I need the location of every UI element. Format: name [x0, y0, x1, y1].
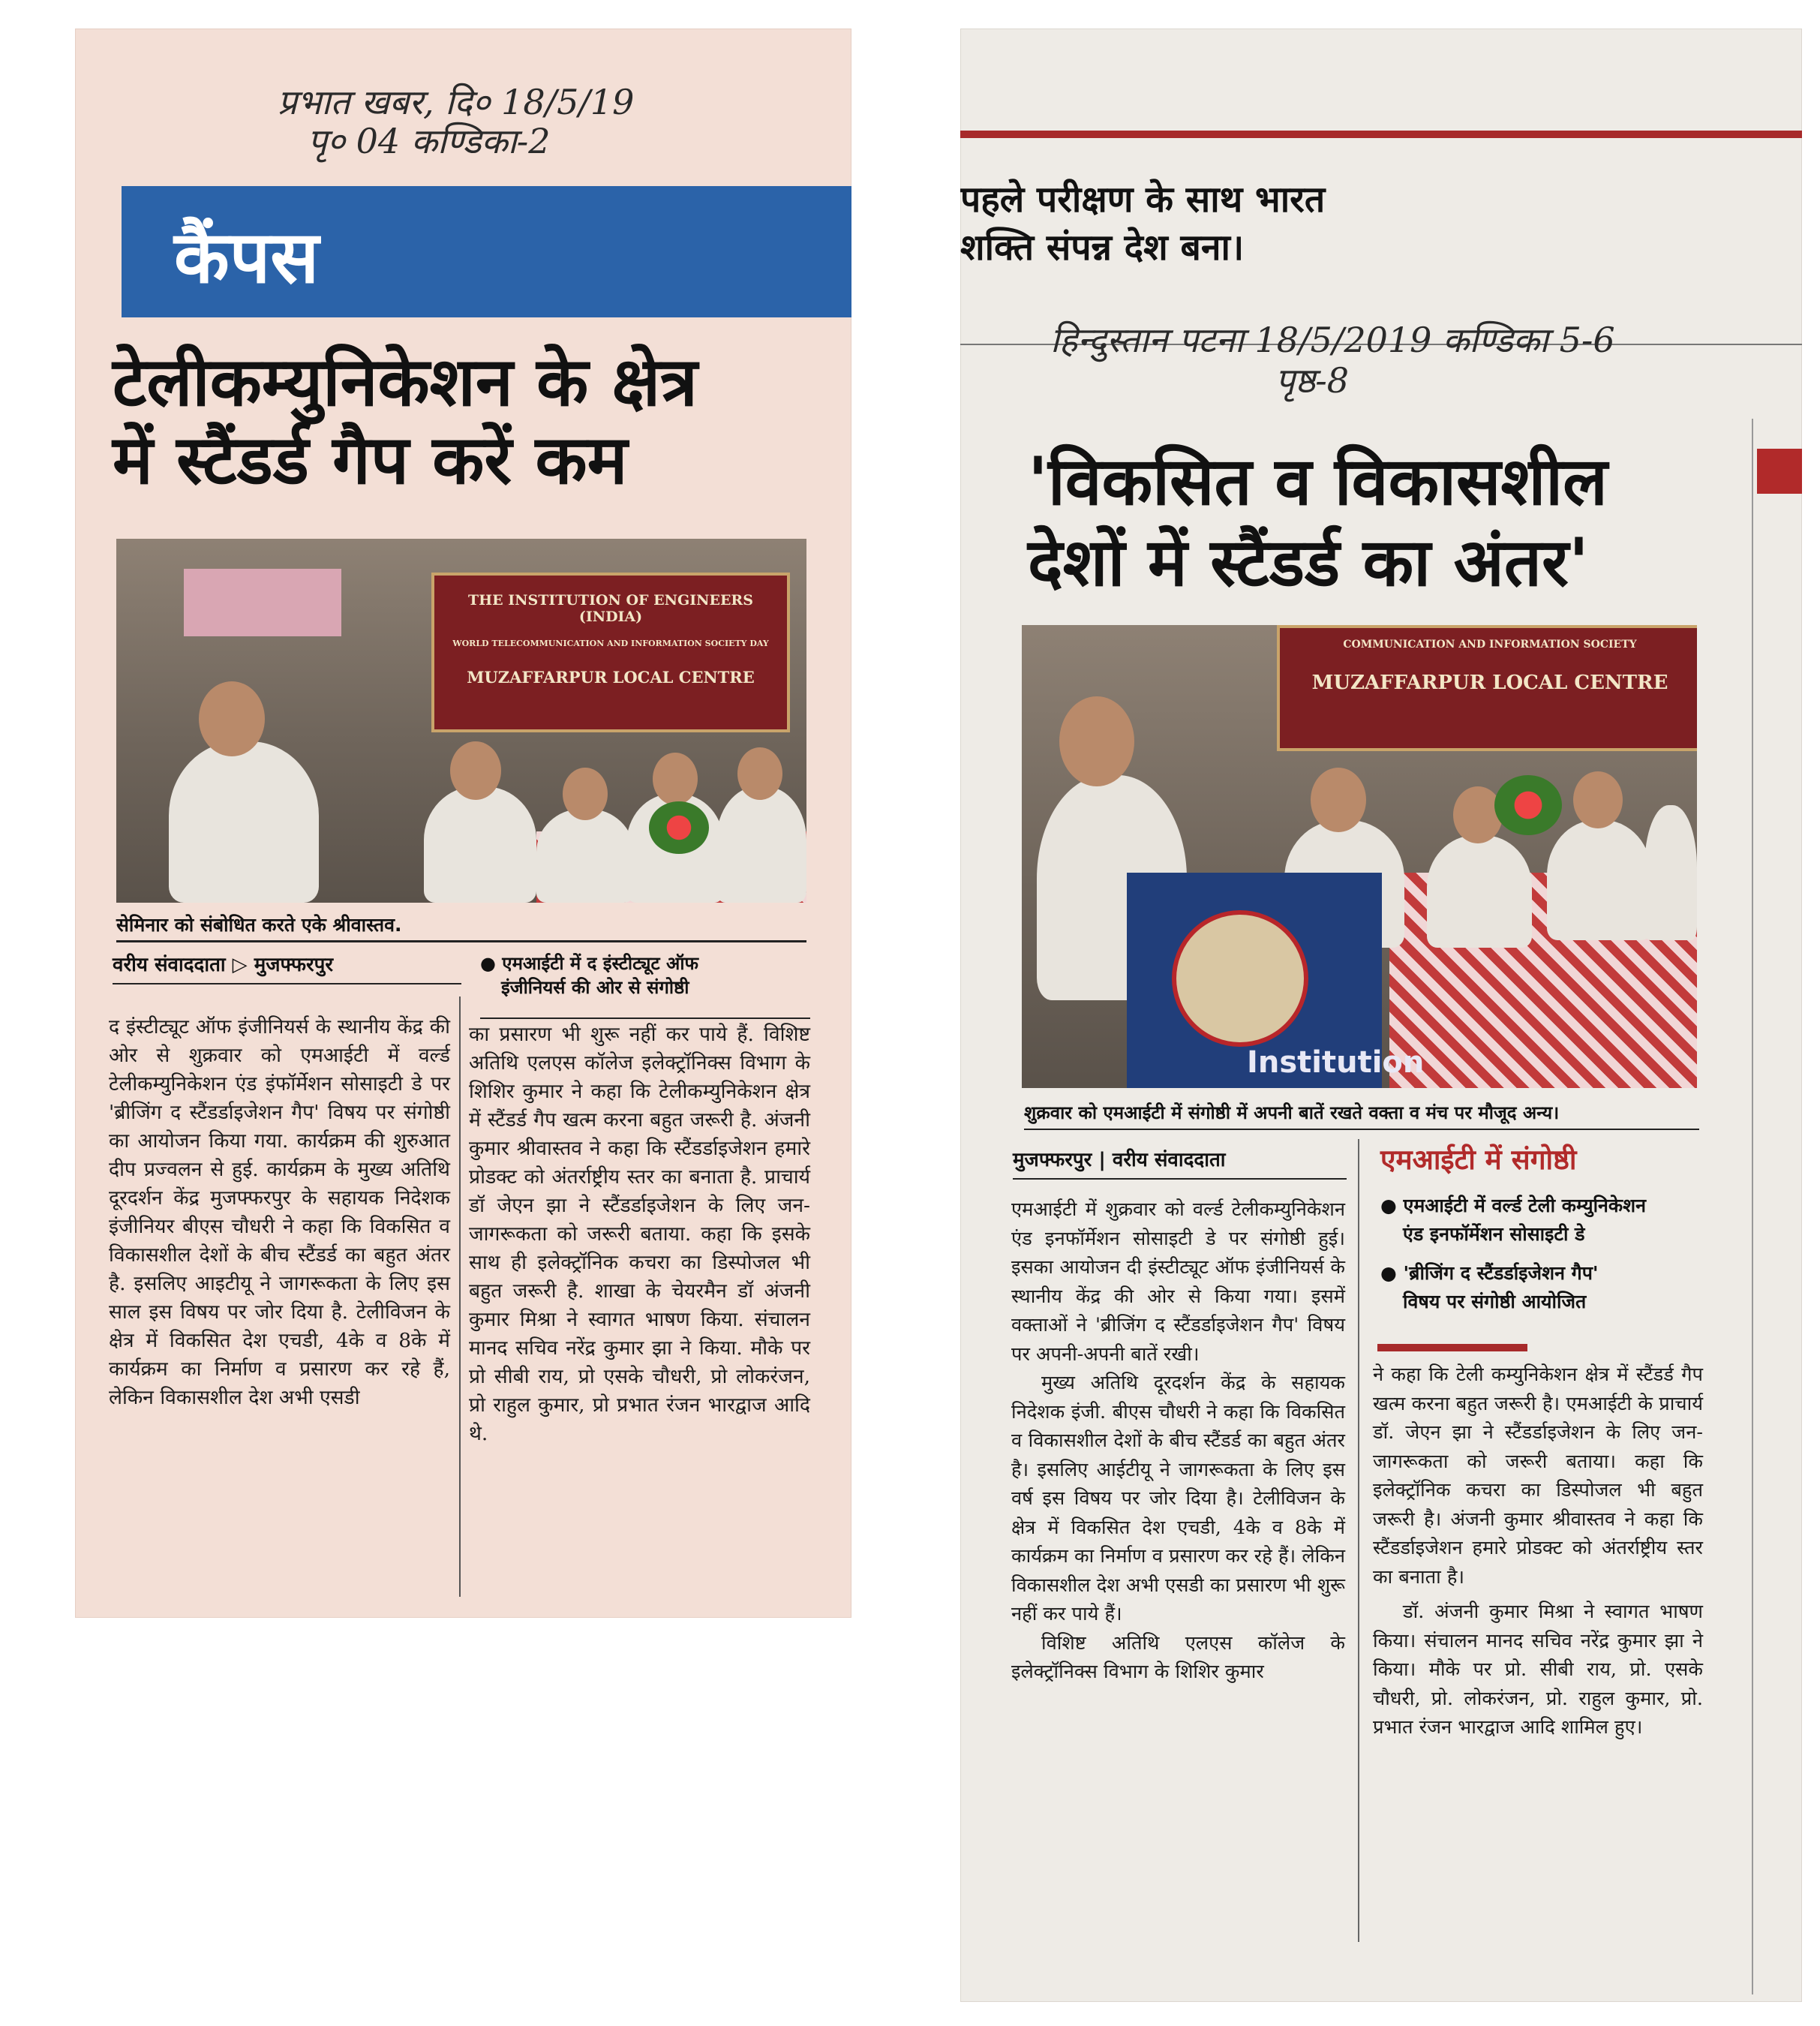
panelist-head-4: [737, 747, 782, 800]
article-headline: [1028, 441, 1608, 603]
panelist-figure-2: [1427, 835, 1532, 948]
article-column-1: [109, 1013, 450, 1412]
institution-banner-title: THE INSTITUTION OF ENGINEERS (INDIA): [468, 592, 753, 625]
column-2-paragraph-1: ने कहा कि टेली कम्युनिकेशन क्षेत्र में स्टैंडर्ड गैप खत्म करना बहुत जरूरी है। एमआईटी के प्राचार्य डॉ. जेएन झा ने स्टैंडर्डाइजेशन के लिए जन-जागरूकता को जरूरी बताया। कहा कि इलेक्ट्रॉनिक कचरा का डिस्पोजल भी बहुत जरूरी है। अंजनी कुमार श्रीवास्तव ने कहा कि स्टैंडर्डाइजेशन हमारे प्रोडक्ट को अंतर्राष्ट्रीय स्तर का बनाता है।: [1373, 1363, 1703, 1589]
panelist-head-3: [653, 753, 698, 805]
adjacent-column-red-tag: [1757, 449, 1802, 494]
speaker-figure: [169, 741, 319, 903]
handwritten-note-line1: हिन्दुस्तान पटना 18/5/2019 कण्डिका 5-6: [1050, 320, 1615, 360]
panelist-figure-2: [536, 809, 634, 903]
hindustan-clipping: [960, 29, 1802, 2002]
top-story-headline: [960, 176, 1325, 272]
sidebar-bullet-2-line1: ● 'ब्रीजिंग द स्टैंडर्डाइजेशन गैप': [1380, 1262, 1599, 1284]
seminar-photo: [116, 539, 806, 903]
panelist-figure-3: [1547, 820, 1652, 940]
flower-vase: [1494, 775, 1562, 835]
sidebar-bullet-1-line2: एंड इनफॉर्मेशन सोसाइटी डे: [1403, 1223, 1585, 1245]
article-byline: वरीय संवाददाता ▷ मुजफ्फरपुर: [113, 954, 334, 976]
column-1-paragraph-2: मुख्य अतिथि दूरदर्शन केंद्र के सहायक निदेशक इंजी. बीएस चौधरी ने कहा कि विकसित व विकासशील देशों के बीच स्टैंडर्ड का बहुत अंतर है। इसलिए आईटीयू ने जागरूकता के लिए इस वर्ष इस विषय पर जोर दिया है। टेलीविजन के क्षेत्र में विकसित देश एचडी, 4के व 8के में कार्यक्रम का निर्माण व प्रसारण कर रहे हैं। लेकिन विकासशील देश अभी एसडी का प्रसारण भी शुरू नहीं कर पाये हैं।: [1011, 1372, 1345, 1625]
highlight-line1: ● एमआईटी में द इंस्टीट्यूट ऑफ: [480, 953, 699, 974]
column-1-text: द इंस्टीट्यूट ऑफ इंजीनियर्स के स्थानीय केंद्र की ओर से शुक्रवार को एमआईटी में वर्ल्ड टेलीकम्युनिकेशन एंड इंफॉर्मेशन सोसाइटी डे पर 'ब्रीजिंग द स्टैंडर्डाइजेशन गैप' विषय पर संगोष्ठी का आयोजन किया गया. कार्यक्रम की शुरुआत दीप प्रज्वलन से हुई. कार्यक्रम के मुख्य अतिथि दूरदर्शन केंद्र मुजफ्फरपुर के सहायक निदेशक इंजीनियर बीएस चौधरी ने कहा कि विकसित व विकासशील देशों के बीच स्टैंडर्ड का बहुत अंतर है. इसलिए आइटीयू ने जागरूकता के लिए इस साल इस विषय पर जोर दिया है. टेलीविजन के क्षेत्र में विकसित देश एचडी, 4के व 8के में कार्यक्रम का निर्माण व प्रसारण कर रहे हैं, लेकिन विकासशील देश अभी एसडी: [109, 1015, 450, 1409]
column-2-text: का प्रसारण भी शुरू नहीं कर पाये हैं. विशिष्ट अतिथि एलएस कॉलेज इलेक्ट्रॉनिक्स विभाग के शिशिर कुमार ने कहा कि टेलीकम्युनिकेशन क्षेत्र में स्टैंडर्ड गैप खत्म करना बहुत जरूरी है. अंजनी कुमार श्रीवास्तव ने कहा कि स्टैंडर्डाइजेशन हमारे प्रोडक्ट को अंतर्राष्ट्रीय स्तर का बनाता है. प्राचार्य डॉ जेएन झा ने स्टैंडर्डाइजेशन के लिए जन-जागरूकता को जरूरी बताया. कहा कि इसके साथ ही इलेक्ट्रॉनिक कचरा का डिस्पोजल भी बहुत जरूरी है. शाखा के चेयरमैन डॉ अंजनी कुमार मिश्रा ने स्वागत भाषण किया. संचालन मानद सचिव नरेंद्र कुमार झा ने किया. मौके पर प्रो सीबी राय, प्रो एसके चौधरी, प्रो लोकरंजन, प्रो राहुल कुमार, प्रो प्रभात रंजन भारद्वाज आदि थे.: [469, 1023, 810, 1445]
podium-label: Institution: [1247, 1045, 1425, 1080]
panelist-head-1: [450, 741, 501, 800]
handwritten-reference-note: [1050, 320, 1615, 401]
speaker-head: [199, 681, 265, 756]
article-byline: मुजफ्फरपुर | वरीय संवाददाता: [1013, 1149, 1226, 1171]
article-column-2: [469, 1021, 810, 1448]
sidebar-bullet-2-line2: विषय पर संगोष्ठी आयोजित: [1403, 1291, 1587, 1312]
top-story-line1: पहले परीक्षण के साथ भारत: [960, 179, 1326, 221]
panelist-head-3: [1573, 771, 1623, 828]
institution-banner: [431, 573, 790, 732]
sidebar-bullets: [1380, 1192, 1695, 1316]
article-column-1: [1011, 1195, 1345, 1687]
column-1-paragraph-1: एमआईटी में शुक्रवार को वर्ल्ड टेलीकम्युनिकेशन एंड इनफॉर्मेशन सोसाइटी डे पर संगोष्ठी हुई। इसका आयोजन दी इंस्टीट्यूट ऑफ इंजीनियर्स के स्थानीय केंद्र की ओर से किया गया। इसमें वक्ताओं ने 'ब्रीजिंग द स्टैंडर्डाइजेशन गैप' विषय पर अपनी-अपनी बातें रखी।: [1011, 1198, 1345, 1366]
top-story-line2: शक्ति संपन्न देश बना।: [960, 227, 1245, 269]
institution-banner-subtitle: WORLD TELECOMMUNICATION AND INFORMATION SOCIETY DAY: [452, 639, 769, 648]
photo-caption: सेमिनार को संबोधित करते एके श्रीवास्तव.: [116, 914, 402, 936]
highlight-box: [480, 951, 810, 1000]
panelist-figure-4: [1644, 805, 1697, 940]
photo-caption: शुक्रवार को एमआईटी में संगोष्ठी में अपनी बातें रखते वक्ता व मंच पर मौजूद अन्य।: [1024, 1102, 1560, 1123]
panelist-figure-4: [716, 786, 806, 903]
panelist-head-2: [563, 768, 608, 820]
handwritten-reference-note: [278, 83, 634, 161]
section-banner-label: कैंपस: [174, 215, 320, 299]
backdrop-cloth: [184, 569, 341, 636]
headline-line2: में स्टैंडर्ड गैप करें कम: [113, 420, 628, 500]
institution-banner-centre: MUZAFFARPUR LOCAL CENTRE: [467, 668, 755, 687]
article-headline: [113, 344, 698, 499]
column-1-paragraph-3: विशिष्ट अतिथि एलएस कॉलेज के इलेक्ट्रॉनिक्स विभाग के शिशिर कुमार: [1011, 1631, 1345, 1683]
institution-seal-icon: [1172, 910, 1308, 1047]
handwritten-note-line1: प्रभात खबर, दि० 18/5/19: [278, 82, 635, 122]
seminar-photo: [1022, 625, 1697, 1088]
handwritten-note-line2: पृष्ठ-8: [1275, 360, 1350, 401]
panelist-head-2: [1453, 786, 1503, 843]
institution-banner-centre: MUZAFFARPUR LOCAL CENTRE: [1311, 672, 1668, 694]
headline-line2: देशों में स्टैंडर्ड का अंतर': [1028, 524, 1589, 601]
panelist-figure-1: [424, 786, 536, 903]
sidebar-title: एमआईटी में संगोष्ठी: [1380, 1144, 1577, 1176]
institution-banner: [1277, 625, 1697, 751]
headline-line1: टेलीकम्युनिकेशन के क्षेत्र: [113, 343, 698, 422]
headline-line1: 'विकसित व विकासशील: [1028, 443, 1608, 520]
column-2-paragraph-2: डॉ. अंजनी कुमार मिश्रा ने स्वागत भाषण किया। संचालन मानद सचिव नरेंद्र कुमार झा ने किया। मौके पर प्रो. सीबी राय, प्रो. एसके चौधरी, प्रो. लोकरंजन, प्रो. राहुल कुमार, प्रो. प्रभात रंजन भारद्वाज आदि शामिल हुए।: [1373, 1601, 1703, 1739]
speaker-head: [1059, 696, 1134, 786]
highlight-line2: इंजीनियर्स की ओर से संगोष्ठी: [501, 977, 689, 999]
flower-vase: [649, 801, 709, 854]
panelist-head-1: [1311, 768, 1366, 832]
institution-banner-subtitle: COMMUNICATION AND INFORMATION SOCIETY: [1343, 639, 1637, 651]
section-banner: [122, 186, 851, 317]
prabhat-khabar-clipping: [75, 29, 851, 1618]
handwritten-note-line2: पृ० 04 कण्डिका-2: [308, 121, 551, 161]
article-column-2: [1373, 1360, 1703, 1742]
sidebar-bullet-1-line1: ● एमआईटी में वर्ल्ड टेली कम्युनिकेशन: [1380, 1195, 1647, 1216]
